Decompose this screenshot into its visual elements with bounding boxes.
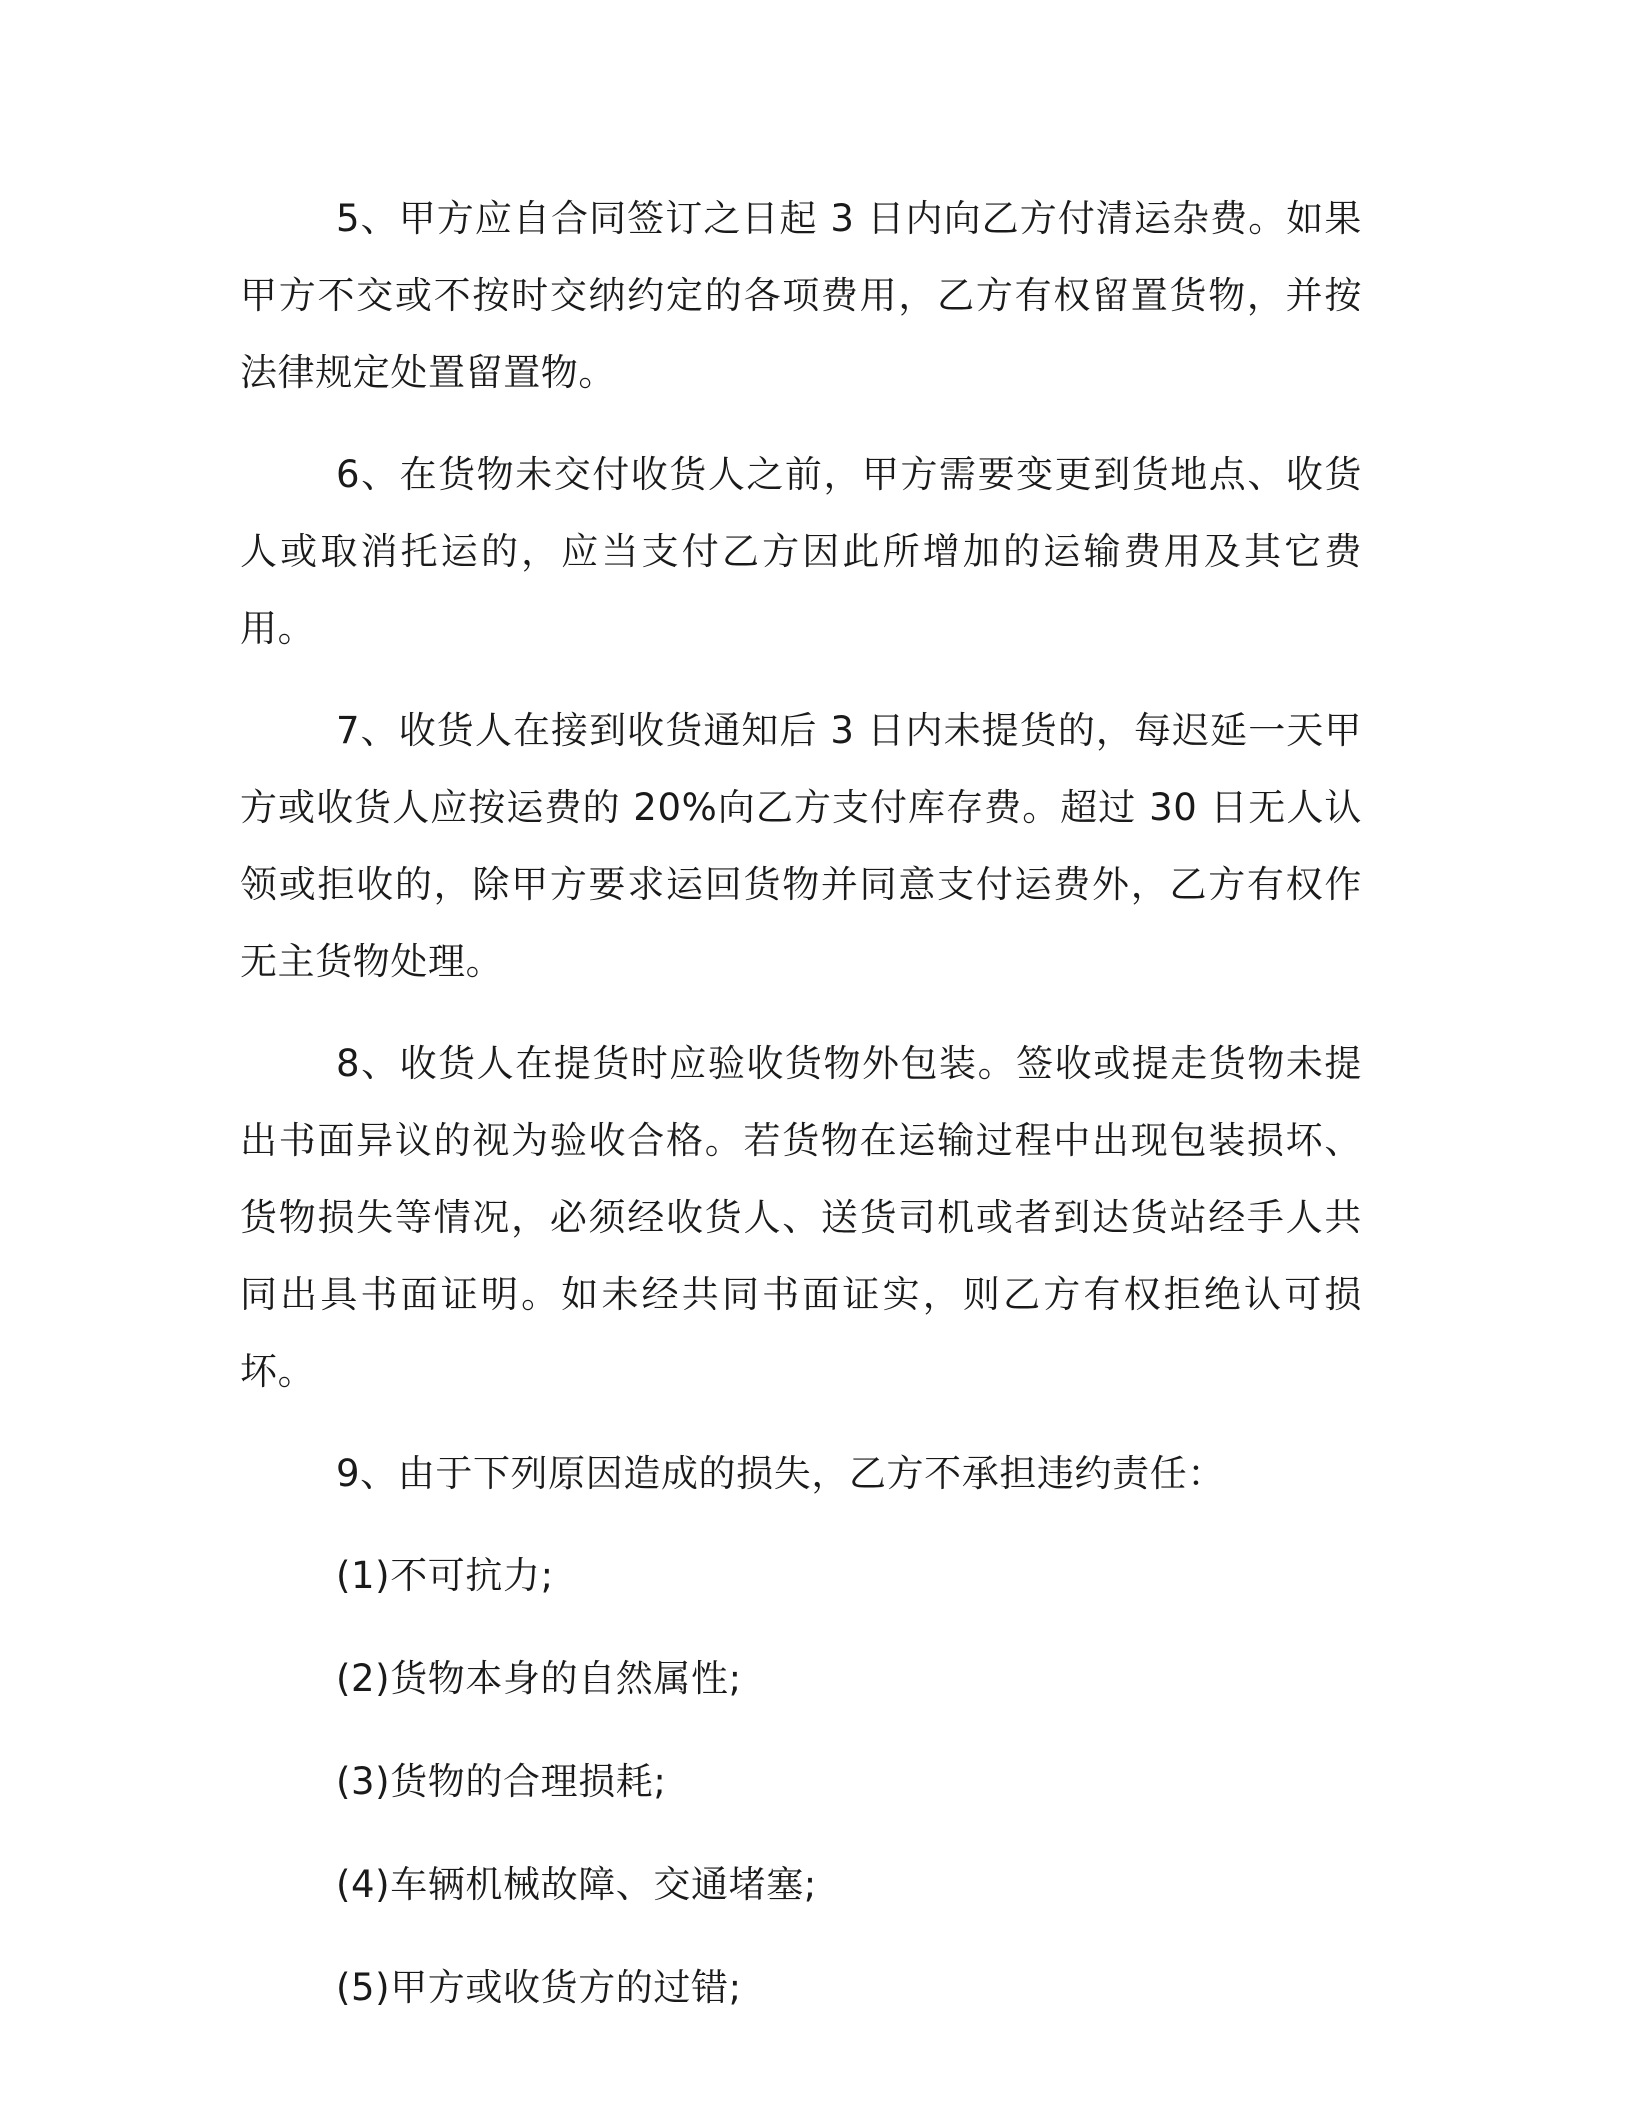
clause-7-paragraph: 7、收货人在接到收货通知后 3 日内未提货的，每迟延一天甲方或收货人应按运费的 20%向乙方支付库存费。超过 30 日无人认领或拒收的，除甲方要求运回货物并同意支付运费外，乙方有权作无主货物处理。 — [240, 709, 1362, 983]
clause-6-paragraph: 6、在货物未交付收货人之前，甲方需要变更到货地点、收货人或取消托运的，应当支付乙方因此所增加的运输费用及其它费用。 — [240, 453, 1362, 650]
list-item-natural-properties: (2)货物本身的自然属性; — [336, 1657, 742, 1700]
clause-5-paragraph: 5、甲方应自合同签订之日起 3 日内向乙方付清运杂费。如果甲方不交或不按时交纳约定的各项费用，乙方有权留置货物，并按法律规定处置留置物。 — [240, 197, 1362, 394]
list-item-party-fault: (5)甲方或收货方的过错; — [336, 1966, 742, 2009]
clause-8-paragraph: 8、收货人在提货时应验收货物外包装。签收或提走货物未提出书面异议的视为验收合格。若货物在运输过程中出现包装损坏、货物损失等情况，必须经收货人、送货司机或者到达货站经手人共同出具书面证明。如未经共同书面证实，则乙方有权拒绝认可损坏。 — [240, 1042, 1362, 1393]
list-item-force-majeure: (1)不可抗力; — [336, 1554, 554, 1597]
document-page — [240, 180, 1362, 2052]
list-item-vehicle-failure: (4)车辆机械故障、交通堵塞; — [336, 1863, 817, 1906]
list-item-reasonable-loss: (3)货物的合理损耗; — [336, 1760, 667, 1803]
clause-9-paragraph: 9、由于下列原因造成的损失，乙方不承担违约责任： — [336, 1452, 1225, 1495]
